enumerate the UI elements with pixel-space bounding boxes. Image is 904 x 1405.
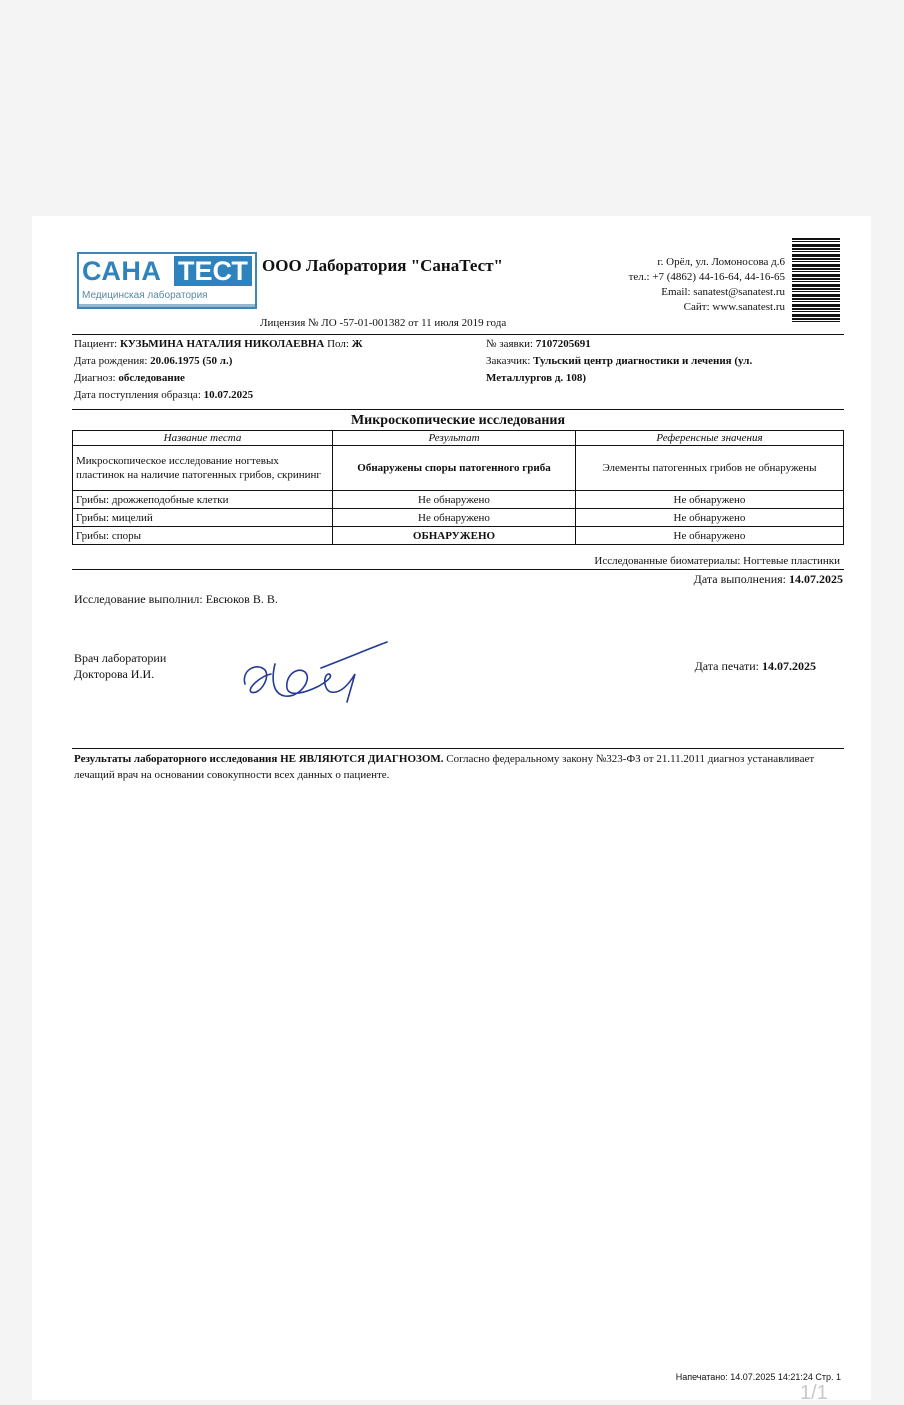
customer-label: Заказчик: [486,355,531,367]
performer: Исследование выполнил: Евсюков В. В. [74,592,278,606]
patient-name-label: Пациент: [74,338,118,350]
cell-ref: Не обнаружено [576,527,844,545]
cell-ref: Элементы патогенных грибов не обнаружены [576,446,844,491]
sanatest-logo [77,252,257,309]
divider [72,569,844,570]
diagnosis: обследование [118,372,185,384]
completion-label: Дата выполнения: [693,572,786,586]
logo-text-right: ТЕСТ [174,256,252,286]
document-page [32,216,871,1404]
divider [72,409,844,410]
biomaterial-text: Исследованные биоматериалы: Ногтевые пластинки [594,555,840,567]
birth-label: Дата рождения: [74,355,148,367]
cell-ref: Не обнаружено [576,491,844,509]
doctor-block [74,650,166,682]
cell-result: ОБНАРУЖЕНО [333,527,576,545]
doctor-title: Врач лаборатории [74,651,167,665]
cell-result: Обнаружены споры патогенного гриба [333,446,576,491]
address: г. Орёл, ул. Ломоносова д.6 [657,256,785,268]
col-header-test: Название теста [73,431,333,446]
customer-line1: Тульский центр диагностики и лечения (ул. [533,355,753,367]
signature-icon [237,640,397,706]
phone: тел.: +7 (4862) 44-16-64, 44-16-65 [628,271,785,283]
table-header-row [73,431,844,446]
table-row [73,491,844,509]
logo-subtitle: Медицинская лаборатория [82,290,208,301]
print-date-block [695,659,816,674]
license-text: Лицензия № ЛО -57-01-001382 от 11 июля 2019 года [260,317,507,329]
cell-result: Не обнаружено [333,491,576,509]
table-row [73,509,844,527]
disclaimer [74,751,844,783]
section-title: Микроскопические исследования [350,413,566,428]
cell-test: Грибы: мицелий [73,509,333,527]
logo-text-left: САНА [82,256,162,286]
sample-date-label: Дата поступления образца: [74,389,201,401]
print-footer: Напечатано: 14.07.2025 14:21:24 Стр. 1 [675,1372,841,1382]
sample-date: 10.07.2025 [203,389,254,401]
customer-line2: Металлургов д. 108) [486,372,587,384]
cell-test: Грибы: споры [73,527,333,545]
col-header-ref: Референсные значения [576,431,844,446]
order-number: 7107205691 [535,338,591,350]
table-row [73,527,844,545]
table-row [73,446,844,491]
completion-date-block [694,572,843,587]
divider [72,334,844,335]
results-table [72,430,844,545]
patient-info [74,336,363,404]
patient-name: КУЗЬМИНА НАТАЛИЯ НИКОЛАЕВНА [119,338,325,350]
completion-date: 14.07.2025 [789,572,843,586]
email: Email: sanatest@sanatest.ru [661,286,785,298]
cell-result: Не обнаружено [333,509,576,527]
col-header-result: Результат [333,431,576,446]
birth-date: 20.06.1975 (50 л.) [150,355,233,367]
cell-test: Микроскопическое исследование ногтевых пластинок на наличие патогенных грибов, скрининг [73,446,333,491]
print-date: 14.07.2025 [762,659,816,673]
org-name: ООО Лаборатория "СанаТест" [262,256,503,275]
barcode-icon [792,238,840,322]
print-label: Дата печати: [694,659,759,673]
cell-ref: Не обнаружено [576,509,844,527]
doctor-name: Докторова И.И. [74,667,155,681]
order-info [486,336,752,387]
patient-sex: Ж [351,338,363,350]
divider [72,748,844,749]
cell-test: Грибы: дрожжеподобные клетки [73,491,333,509]
page-indicator: 1/1 [800,1382,828,1404]
website: Сайт: www.sanatest.ru [683,301,785,313]
sex-label: Пол: [327,338,349,350]
disclaimer-text: Согласно федеральному закону №323-ФЗ от 21.11.2011 диагноз устанавливает лечащий врач на основании совокупности всех данных о пациенте. [74,753,815,781]
order-number-label: № заявки: [486,338,534,350]
diagnosis-label: Диагноз: [74,372,116,384]
contacts-block [629,255,785,315]
disclaimer-bold: Результаты лабораторного исследования НЕ ЯВЛЯЮТСЯ ДИАГНОЗОМ. [74,753,444,765]
